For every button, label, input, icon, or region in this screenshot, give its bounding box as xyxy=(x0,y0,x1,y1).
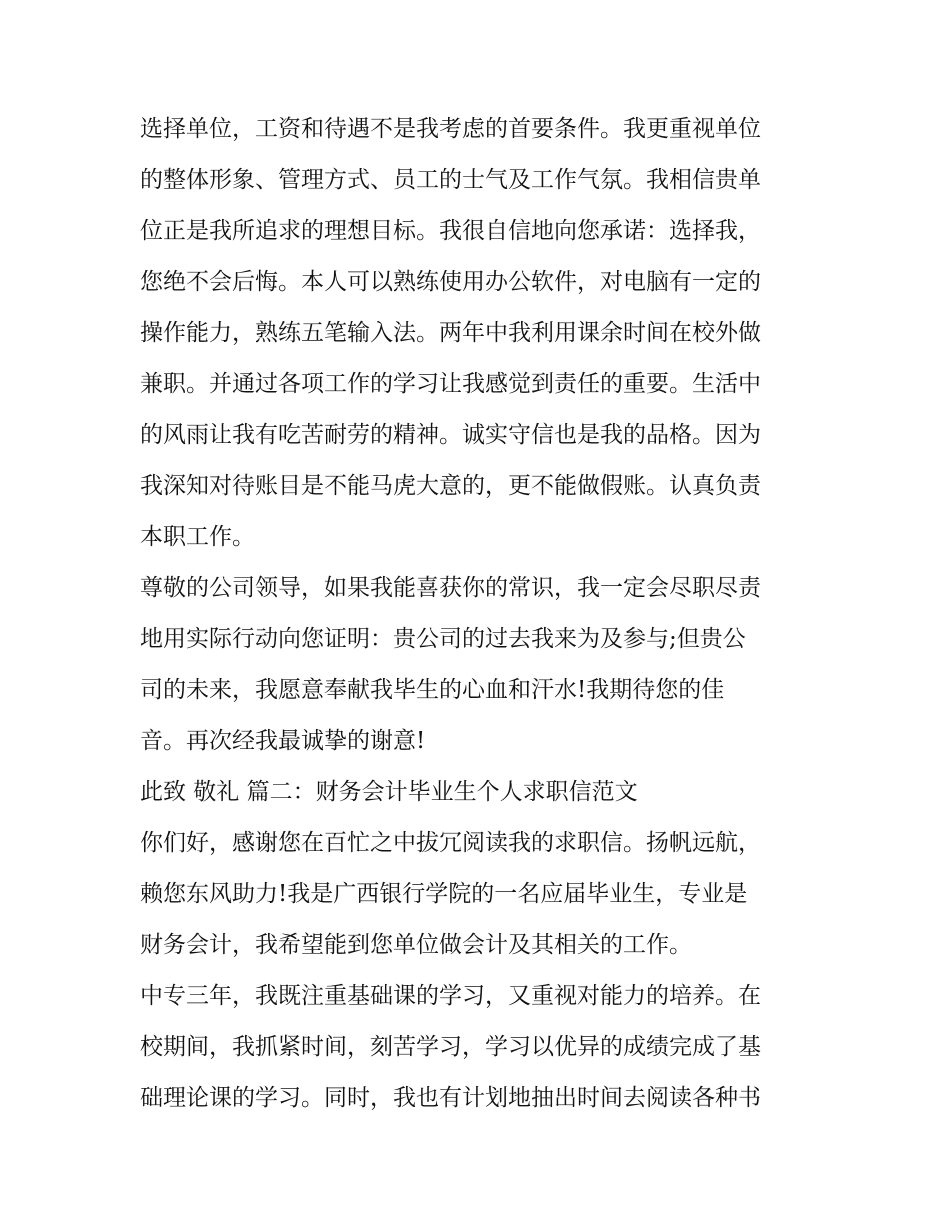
document-body xyxy=(140,104,820,1124)
text-line: 尊敬的公司领导，如果我能喜获你的常识，我一定会尽职尽责 xyxy=(140,575,761,601)
text-line: 本职工作。 xyxy=(140,524,255,550)
text-line: 础理论课的学习。同时，我也有计划地抽出时间去阅读各种书 xyxy=(140,1085,761,1111)
text-line: 位正是我所追求的理想目标。我很自信地向您承诺：选择我， xyxy=(140,218,761,244)
text-line: 的风雨让我有吃苦耐劳的精神。诚实守信也是我的品格。因为 xyxy=(140,422,761,448)
text-line: 司的未来，我愿意奉献我毕生的心血和汗水!我期待您的佳 xyxy=(140,677,725,703)
text-line: 兼职。并通过各项工作的学习让我感觉到责任的重要。生活中 xyxy=(140,371,761,397)
text-line: 选择单位，工资和待遇不是我考虑的首要条件。我更重视单位 xyxy=(140,116,761,142)
text-line: 中专三年，我既注重基础课的学习，又重视对能力的培养。在 xyxy=(140,983,761,1009)
text-line: 赖您东风助力!我是广西银行学院的一名应届毕业生，专业是 xyxy=(140,881,748,907)
text-line: 财务会计，我希望能到您单位做会计及其相关的工作。 xyxy=(140,932,692,958)
text-line: 校期间，我抓紧时间，刻苦学习，学习以优异的成绩完成了基 xyxy=(140,1034,761,1060)
text-line: 我深知对待账目是不能马虎大意的，更不能做假账。认真负责 xyxy=(140,473,761,499)
text-line: 你们好，感谢您在百忙之中拔冗阅读我的求职信。扬帆远航， xyxy=(140,830,761,856)
text-line: 的整体形象、管理方式、员工的士气及工作气氛。我相信贵单 xyxy=(140,167,761,193)
text-line: 音。再次经我最诚挚的谢意! xyxy=(140,728,426,754)
section-heading: 此致 敬礼 篇二：财务会计毕业生个人求职信范文 xyxy=(140,779,638,805)
text-line: 地用实际行动向您证明：贵公司的过去我来为及参与;但贵公 xyxy=(140,626,746,652)
text-line: 您绝不会后悔。本人可以熟练使用办公软件，对电脑有一定的 xyxy=(140,269,761,295)
text-line: 操作能力，熟练五笔输入法。两年中我利用课余时间在校外做 xyxy=(140,320,761,346)
